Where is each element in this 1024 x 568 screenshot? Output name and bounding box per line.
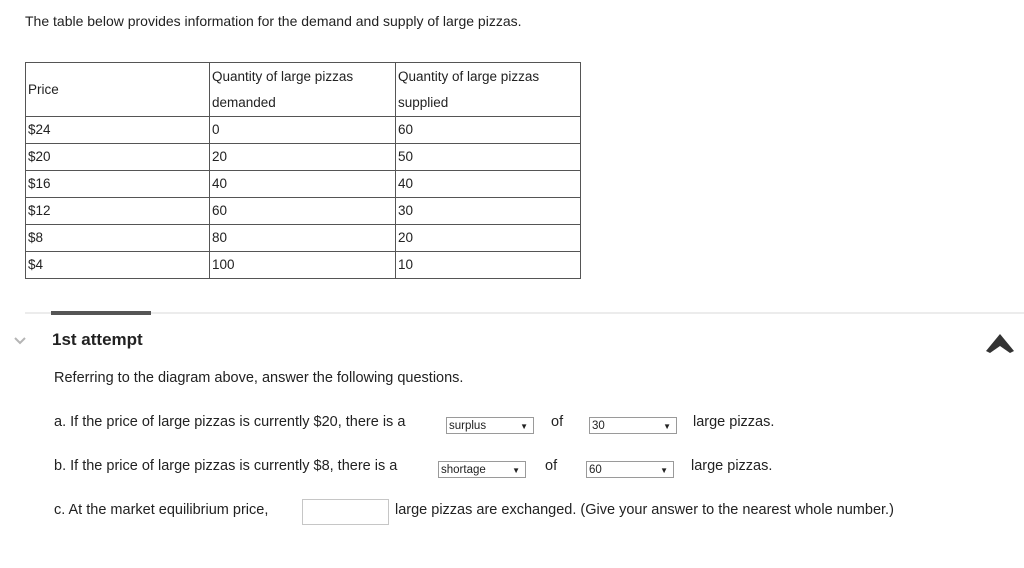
demanded-cell: 0 xyxy=(210,117,396,144)
intro-text: The table below provides information for the demand and supply of large pizzas. xyxy=(25,13,522,29)
question-a-type-select[interactable] xyxy=(446,417,534,434)
question-a-suffix: large pizzas. xyxy=(693,414,775,430)
dropdown-arrow-icon: ▼ xyxy=(520,422,528,431)
question-b-amount-select[interactable] xyxy=(586,461,674,478)
header-supplied-line1: Quantity of large pizzas xyxy=(398,68,540,84)
question-a-prefix: a. If the price of large pizzas is currently $20, there is a xyxy=(54,414,406,430)
section-tab-indicator xyxy=(51,311,151,315)
price-cell: $20 xyxy=(26,144,210,171)
question-a-amount-select[interactable] xyxy=(589,417,677,434)
header-price: Price xyxy=(26,63,210,117)
question-b-type-select[interactable] xyxy=(438,461,526,478)
price-cell: $24 xyxy=(26,117,210,144)
header-demanded-line1: Quantity of large pizzas xyxy=(212,68,354,84)
question-b-type-value: shortage xyxy=(441,464,486,476)
question-b-prefix: b. If the price of large pizzas is currently $8, there is a xyxy=(54,458,398,474)
table-row xyxy=(26,225,581,252)
chevron-down-icon[interactable] xyxy=(12,333,28,349)
arrow-up-icon[interactable] xyxy=(984,331,1016,357)
table-row xyxy=(26,117,581,144)
table-row xyxy=(26,198,581,225)
table-row xyxy=(26,252,581,279)
section-divider xyxy=(25,312,1024,314)
header-supplied-line2: supplied xyxy=(398,94,449,110)
header-quantity-supplied xyxy=(396,63,581,117)
demanded-cell: 80 xyxy=(210,225,396,252)
supplied-cell: 40 xyxy=(396,171,581,198)
supplied-cell: 30 xyxy=(396,198,581,225)
attempt-title: 1st attempt xyxy=(52,330,143,349)
question-c-suffix: large pizzas are exchanged. (Give your answer to the nearest whole number.) xyxy=(395,502,894,518)
header-quantity-demanded xyxy=(210,63,396,117)
table-row xyxy=(26,144,581,171)
dropdown-arrow-icon: ▼ xyxy=(660,466,668,475)
demand-supply-table xyxy=(25,62,581,279)
question-a-of: of xyxy=(551,414,564,430)
question-c-prefix: c. At the market equilibrium price, xyxy=(54,502,269,518)
demanded-cell: 60 xyxy=(210,198,396,225)
price-cell: $4 xyxy=(26,252,210,279)
price-cell: $8 xyxy=(26,225,210,252)
instructions: Referring to the diagram above, answer the following questions. xyxy=(54,370,464,386)
price-cell: $12 xyxy=(26,198,210,225)
question-a-type-value: surplus xyxy=(449,420,487,432)
supplied-cell: 20 xyxy=(396,225,581,252)
table-row xyxy=(26,171,581,198)
question-b-of: of xyxy=(545,458,558,474)
question-b-suffix: large pizzas. xyxy=(691,458,773,474)
demanded-cell: 20 xyxy=(210,144,396,171)
demanded-cell: 100 xyxy=(210,252,396,279)
question-b-amount-value: 60 xyxy=(589,464,602,476)
dropdown-arrow-icon: ▼ xyxy=(512,466,520,475)
supplied-cell: 60 xyxy=(396,117,581,144)
table-header-row xyxy=(26,63,581,117)
supplied-cell: 50 xyxy=(396,144,581,171)
equilibrium-quantity-input[interactable] xyxy=(302,499,389,525)
supplied-cell: 10 xyxy=(396,252,581,279)
dropdown-arrow-icon: ▼ xyxy=(663,422,671,431)
demanded-cell: 40 xyxy=(210,171,396,198)
header-demanded-line2: demanded xyxy=(212,94,276,110)
price-cell: $16 xyxy=(26,171,210,198)
question-a-amount-value: 30 xyxy=(592,420,605,432)
